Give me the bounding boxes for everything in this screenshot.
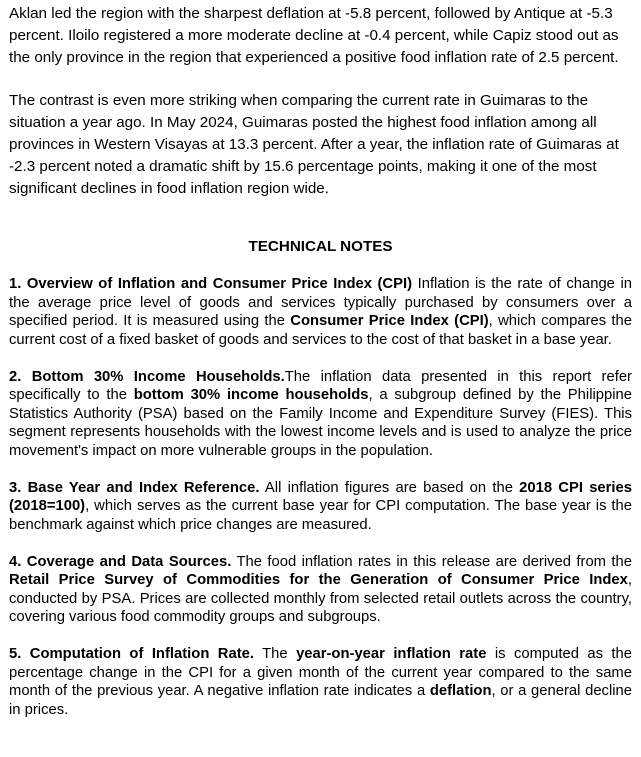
note-4-text-a: The food inflation rates in this release are derived from the [231, 553, 632, 570]
technical-note-3 [9, 479, 632, 535]
technical-note-2 [9, 368, 632, 461]
note-2-title: 2. Bottom 30% Income Households. [9, 368, 285, 385]
note-5-bold-a: year-on-year inflation rate [296, 646, 487, 663]
note-4-text-b: , conducted by PSA. Prices are collected monthly from selected retail outlets across the country, covering various food commodity groups and subgroups. [9, 572, 632, 626]
note-2-text-b: , a subgroup defined by the Philippine Statistics Authority (PSA) based on the Family Income and Expenditure Survey (FIES). This segment represents households with the lowest income levels and is used to analyze the price movement's impact on more vulnerable groups in the population. [9, 387, 632, 459]
note-3-bold-a: 2018 CPI series (2018=100) [9, 479, 632, 515]
technical-note-1 [9, 275, 632, 349]
technical-note-4 [9, 553, 632, 627]
note-4-bold-a: Retail Price Survey of Commodities for the Generation of Consumer Price Index [9, 572, 628, 589]
document-page [9, 0, 632, 719]
technical-note-5 [9, 645, 632, 719]
note-4-title: 4. Coverage and Data Sources. [9, 553, 232, 570]
note-5-text-c: , or a general decline in prices. [9, 683, 632, 718]
note-1-bold-a: Consumer Price Index (CPI) [290, 313, 489, 330]
note-5-text-b: is computed as the percentage change in the CPI for a given month of the current year compared to the same month of the previous year. A negative inflation rate indicates a [9, 646, 632, 700]
note-2-bold-a: bottom 30% income households [133, 387, 369, 404]
intro-paragraph-2: The contrast is even more striking when comparing the current rate in Guimaras to the situation a year ago. In May 2024, Guimaras posted the highest food inflation among all provinces in Western Visayas at 13.3 percent. After a year, the inflation rate of Guimaras at -2.3 percent noted a dramatic shift by 15.6 percentage points, making it one of the most significant declines in food inflation region wide. [9, 92, 619, 197]
note-5-title: 5. Computation of Inflation Rate. [9, 646, 254, 663]
note-3-title: 3. Base Year and Index Reference. [9, 479, 260, 496]
note-3-text-b: , which serves as the current base year for CPI computation. The base year is the benchmark against which price changes are measured. [9, 498, 632, 533]
note-1-text-a: Inflation is the rate of change in the average price level of goods and services typically purchased by consumers over a specified period. It is measured using the [9, 276, 632, 330]
technical-notes-heading: TECHNICAL NOTES [248, 238, 393, 256]
note-3-text-a: All inflation figures are based on the [259, 479, 520, 496]
note-5-text-a: The [253, 646, 297, 663]
note-1-text-b: , which compares the current cost of a fixed basket of goods and services to the cost of that basket in a base year. [9, 313, 632, 348]
intro-paragraph-1: Aklan led the region with the sharpest deflation at -5.8 percent, followed by Antique at -5.3 percent. Iloilo registered a more moderate decline at -0.4 percent, while Capiz stood out as the only province in the region that experienced a positive food inflation rate of 2.5 percent. [9, 5, 619, 66]
note-2-text-a: The inflation data presented in this report refer specifically to the [9, 368, 632, 404]
note-1-title: 1. Overview of Inflation and Consumer Price Index (CPI) [9, 276, 413, 293]
note-5-bold-b: deflation [429, 683, 492, 700]
intro-section [9, 3, 632, 199]
